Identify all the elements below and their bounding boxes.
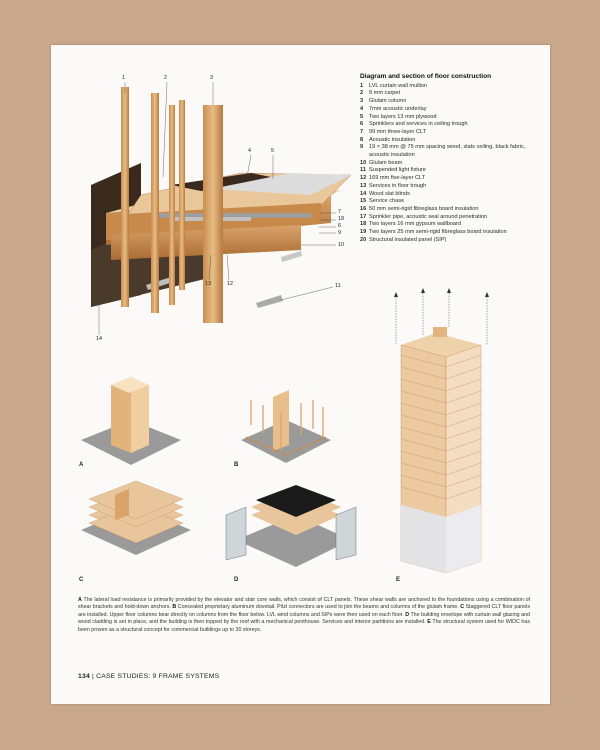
- legend-item-text: 99 mm three-layer CLT: [369, 128, 427, 135]
- legend-item-number: 10: [360, 159, 367, 166]
- caption-text-b: Concealed proprietary aluminum dovetail. Pitzl connectors are used to join the beams and columns of the glulam frame.: [177, 604, 459, 611]
- legend-item-number: 5: [360, 113, 364, 120]
- panel-label-a: A: [79, 462, 84, 468]
- legend-item-text: 50 mm semi-rigid fibreglass board insulation: [369, 205, 479, 212]
- legend-item-number: 15: [360, 198, 367, 205]
- footer-separator: |: [92, 673, 95, 680]
- legend-item-text: Service chase: [369, 198, 405, 205]
- legend-item-number: 4: [360, 105, 364, 112]
- legend-item-number: 14: [360, 190, 367, 197]
- legend-item-text: 169 mm five-layer CLT: [369, 175, 426, 182]
- callout-2: 2: [164, 75, 167, 81]
- legend-item-text: Glulam beam: [369, 159, 403, 166]
- caption-label-b: B: [172, 604, 177, 611]
- legend-item-text: Acoustic insulation: [369, 136, 416, 143]
- section-title: CASE STUDIES: 9 FRAME SYSTEMS: [96, 673, 220, 680]
- book-page: [51, 45, 550, 704]
- callout-13: 13: [205, 281, 211, 287]
- callout-12: 12: [227, 281, 233, 287]
- caption-label-d: D: [405, 611, 410, 618]
- legend-item-text: Two layers 13 mm plywood: [369, 113, 437, 120]
- diagram-e: [394, 288, 489, 573]
- legend-item-number: 7: [360, 128, 364, 135]
- legend-item-text: Glulam column: [369, 98, 407, 105]
- legend-item-text: Two layers 25 mm semi-rigid fibreglass board insulation: [369, 229, 507, 236]
- legend-item-text: Structural insulated panel (SIP): [369, 236, 447, 243]
- legend-item-text: LVL curtain wall mullion: [369, 82, 428, 89]
- legend-item-number: 1: [360, 82, 364, 89]
- legend-item-text: Services in floor trough: [369, 182, 427, 189]
- legend-item-text: Sprinkler pipe, acoustic seal around penetration: [369, 213, 488, 220]
- callout-14: 14: [96, 336, 102, 342]
- callout-11: 11: [335, 283, 341, 289]
- panel-label-b: B: [234, 462, 239, 468]
- diagram-c: [81, 481, 191, 555]
- legend-item-number: 2: [360, 90, 364, 97]
- caption-label-c: C: [460, 604, 465, 611]
- construction-sequence-diagrams: [51, 45, 550, 605]
- caption-label-e: E: [427, 619, 431, 626]
- legend-item-number: 12: [360, 175, 367, 182]
- legend-item-number: 19: [360, 229, 367, 236]
- legend-item-number: 17: [360, 213, 367, 220]
- panel-label-c: C: [79, 577, 84, 583]
- legend-item-number: 6: [360, 121, 364, 128]
- legend-item-text: Suspended light fixture: [369, 167, 426, 174]
- caption-text-c: Staggered CLT floor panels are installed. Upper floor columns bear directly on columns from the floor below. LVL wind columns and SIPs were then used on each floor.: [78, 604, 530, 618]
- legend-item-number: 16: [360, 205, 367, 212]
- legend-item-text: 7mm acoustic underlay: [369, 105, 427, 112]
- callout-4: 4: [248, 148, 251, 154]
- callout-6: 6: [338, 223, 341, 229]
- legend-item-number: 13: [360, 182, 367, 189]
- callout-18: 18: [338, 216, 344, 222]
- legend-item-number: 9: [360, 144, 364, 151]
- callout-10: 10: [338, 242, 344, 248]
- figure-caption: [78, 597, 530, 634]
- legend-item-number: 20: [360, 236, 367, 243]
- page-number: 134: [78, 673, 90, 680]
- legend-item-number: 8: [360, 136, 364, 143]
- panel-label-e: E: [396, 577, 401, 583]
- caption-label-a: A: [78, 597, 82, 603]
- legend-item-text: Two layers 16 mm gypsum wallboard: [369, 221, 462, 228]
- diagram-d: [226, 485, 356, 567]
- caption-text-a: The lateral load resistance is primarily provided by the elevator and stair core walls, which consist of CLT panels. These shear walls are anchored to the foundations using a combination of shear brackets and hold-down anchors.: [78, 597, 530, 611]
- legend-item-number: 3: [360, 98, 364, 105]
- legend-title: Diagram and section of floor construction: [360, 73, 492, 80]
- legend-item-text: 9 mm carpet: [369, 90, 401, 97]
- callout-1: 1: [122, 75, 125, 81]
- diagram-b: [241, 390, 331, 463]
- legend-item-text: 19 × 38 mm @ 75 mm spacing wood, slats ceiling, black fabric, acoustic insulation: [369, 144, 526, 159]
- callout-7: 7: [338, 209, 341, 215]
- legend-item-number: 18: [360, 221, 367, 228]
- legend-item-text: Sprinklers and services in ceiling trough: [369, 121, 468, 128]
- diagram-a: [81, 377, 181, 465]
- legend-item-number: 11: [360, 167, 366, 174]
- caption-text-d: The building envelope with curtain wall glazing and wood cladding is set in place, and the building is then topped by the roof with a mechanical penthouse. Services and interior partitions are installed.: [78, 611, 530, 626]
- legend-item-text: Wood slat blinds: [369, 190, 410, 197]
- caption-text-e: The structural system used for WIDC has been proven as a structural concept for commercial buildings up to 30 storeys.: [78, 619, 530, 633]
- callout-5: 5: [271, 148, 274, 154]
- panel-label-d: D: [234, 577, 239, 583]
- callout-3: 3: [210, 75, 213, 81]
- callout-9: 9: [338, 230, 341, 236]
- page-footer: [78, 673, 219, 680]
